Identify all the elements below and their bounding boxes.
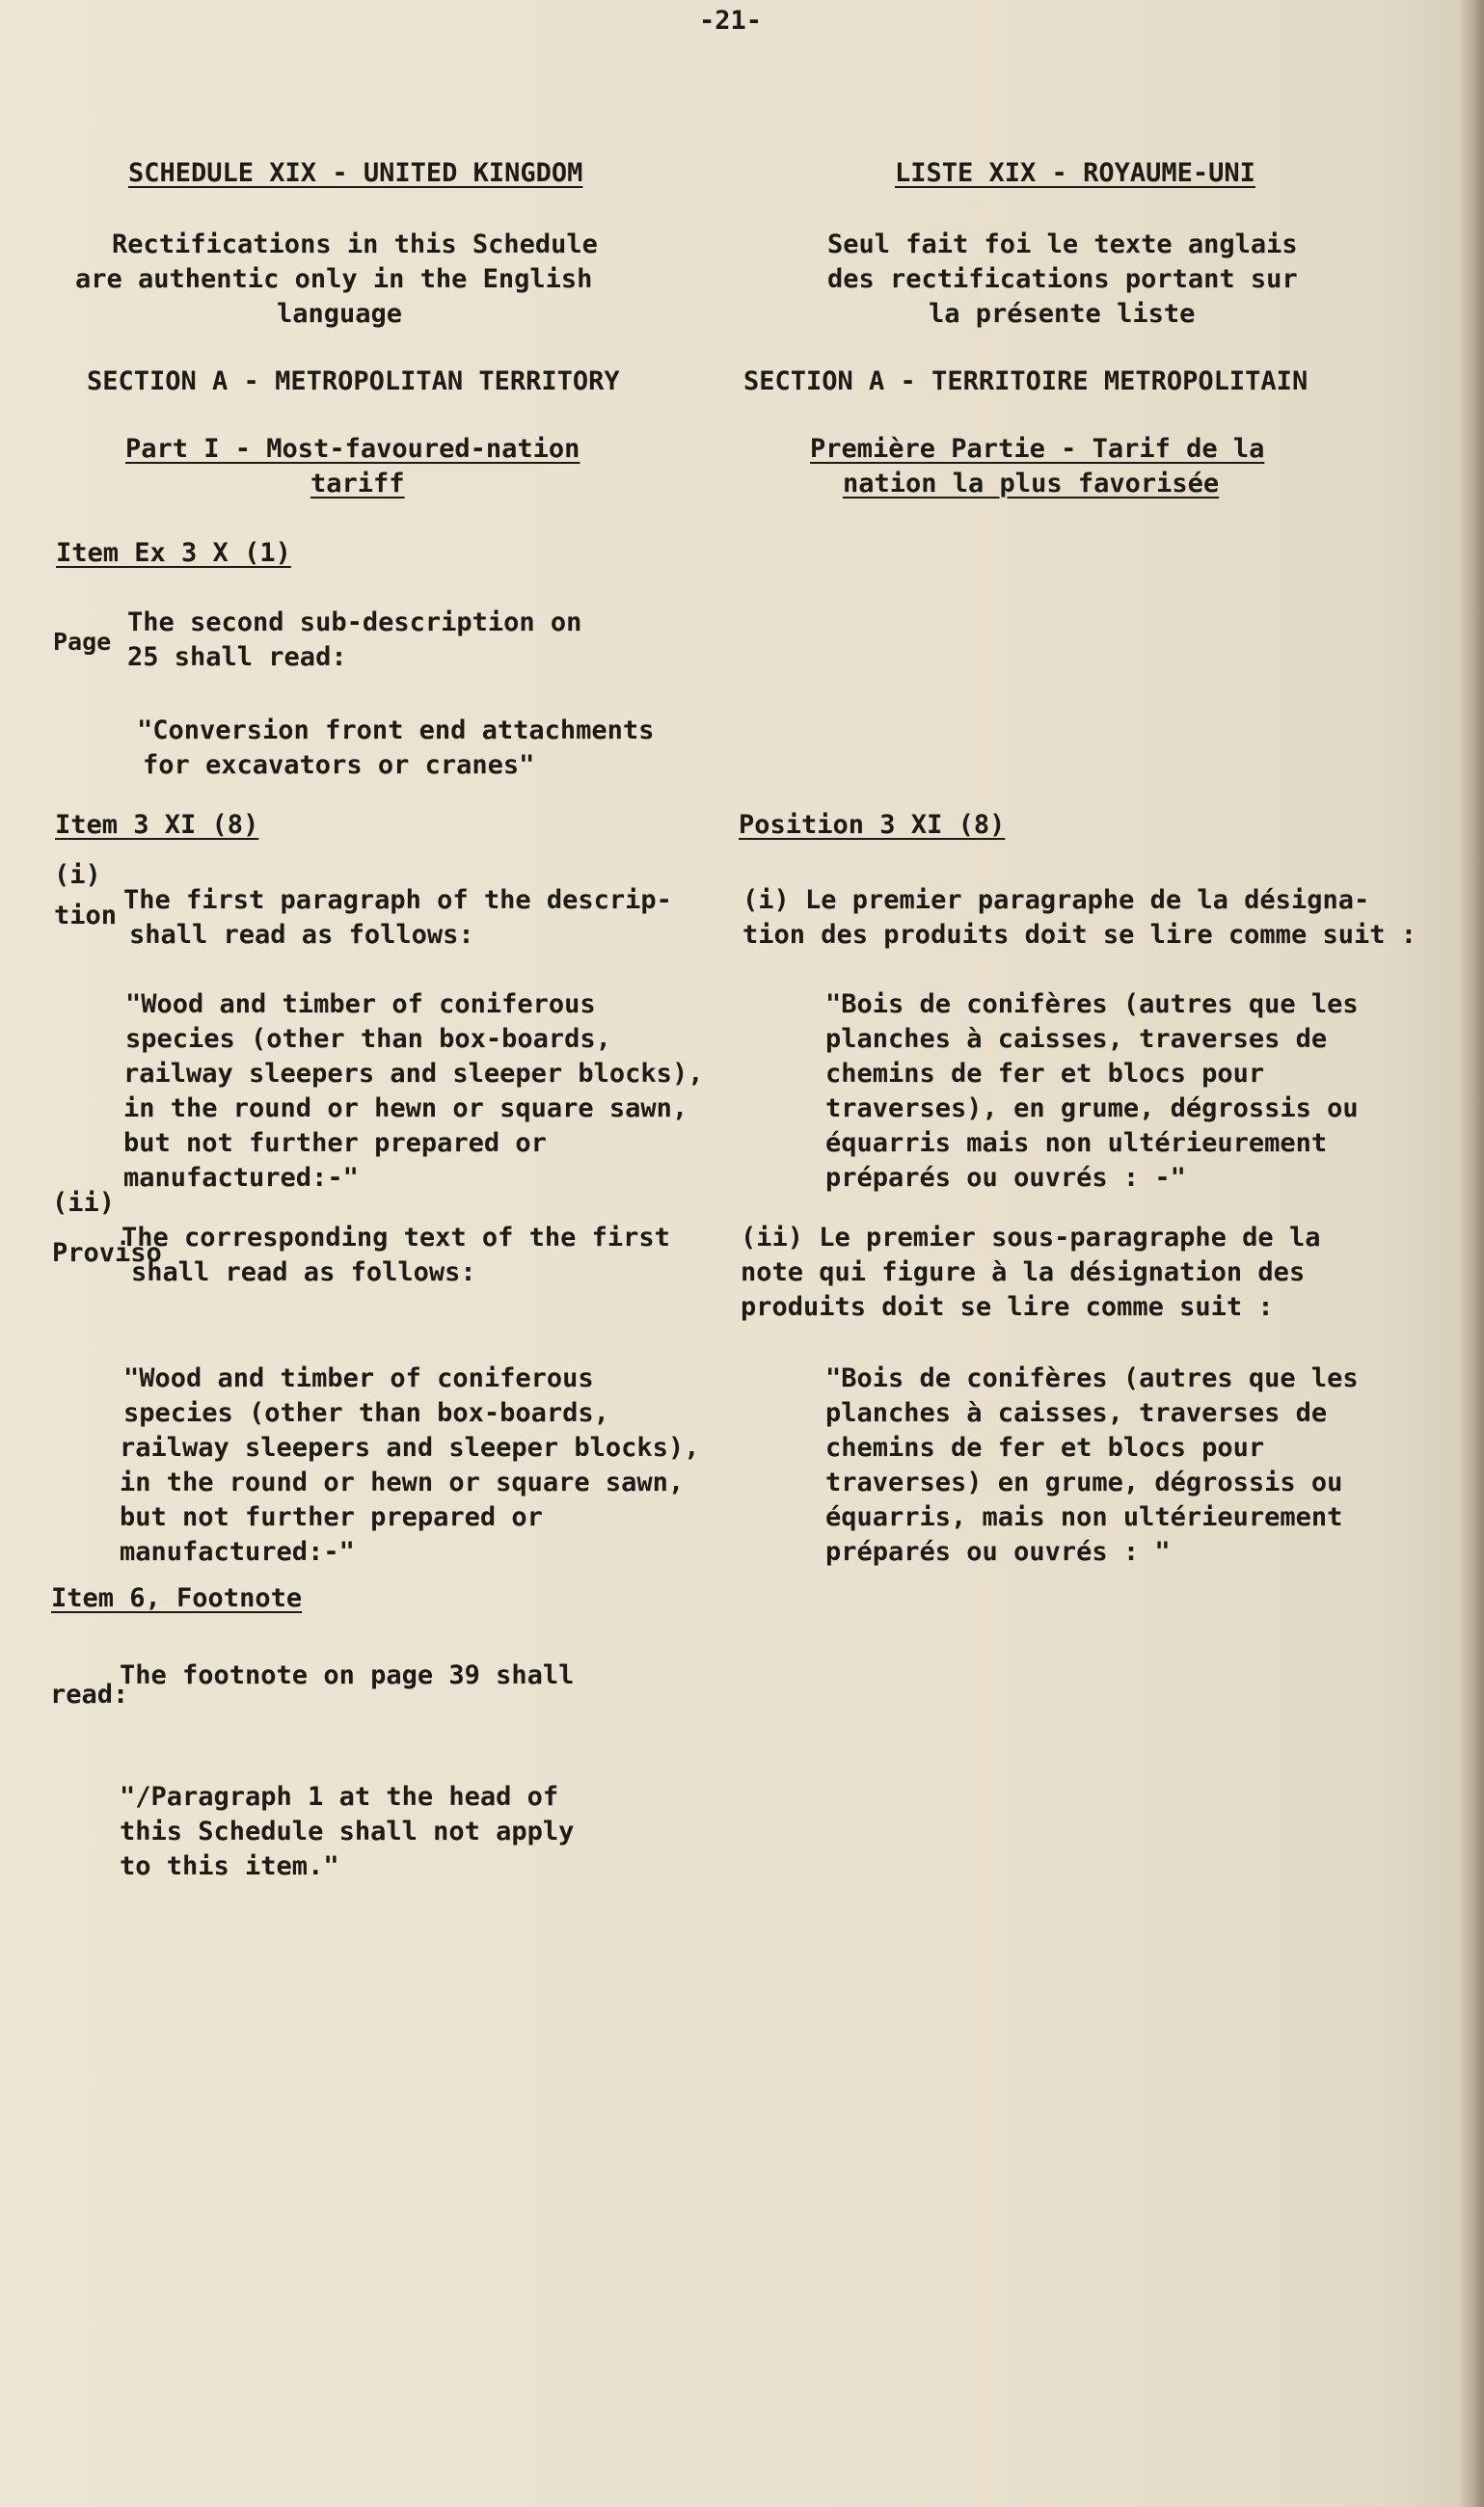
schedule-heading-en: SCHEDULE XIX - UNITED KINGDOM (128, 158, 583, 188)
section-heading-en: SECTION A - METROPOLITAN TERRITORY (87, 366, 620, 396)
item-1-line-1: The second sub-description on (127, 607, 582, 637)
item-2-sub-1-line-1: The first paragraph of the descrip- (123, 885, 672, 915)
item-1-quote-line-1: "Conversion front end attachments (137, 715, 655, 745)
position-quote-1-line-4: traverses), en grume, dégrossis ou (825, 1093, 1359, 1123)
item-3-xi-8-title: Item 3 XI (8) (55, 810, 259, 840)
item-2-quote-2-line-5: but not further prepared or (120, 1502, 543, 1532)
page-binding-shadow (1459, 0, 1484, 2507)
item-2-quote-1-line-1: "Wood and timber of coniferous (125, 989, 596, 1019)
item-3-quote-line-2: this Schedule shall not apply (120, 1817, 575, 1847)
position-sub-2-line-3: produits doit se lire comme suit : (741, 1292, 1274, 1322)
position-sub-2-line-2: note qui figure à la désignation des (741, 1257, 1306, 1287)
item-2-quote-2-line-4: in the round or hewn or square sawn, (120, 1468, 685, 1497)
item-ex-3-x-1-title: Item Ex 3 X (1) (56, 538, 291, 568)
schedule-heading-fr: LISTE XIX - ROYAUME-UNI (895, 158, 1255, 188)
part-heading-line-2-en: tariff (310, 469, 405, 499)
item-2-sub-1-margin: tion (54, 901, 118, 930)
item-3-quote-line-1: "/Paragraph 1 at the head of (120, 1782, 559, 1812)
item-2-sub-2-line-1: The corresponding text of the first (121, 1223, 670, 1253)
item-2-sub-2-margin: Proviso (52, 1238, 162, 1268)
item-2-quote-1-line-2: species (other than box-boards, (125, 1024, 611, 1054)
item-1-margin-page: Page (53, 628, 112, 656)
intro-line-1-fr: Seul fait foi le texte anglais (827, 229, 1298, 259)
intro-line-1-en: Rectifications in this Schedule (112, 229, 598, 259)
intro-line-2-en: are authentic only in the English (75, 264, 593, 294)
position-quote-1-line-5: équarris mais non ultérieurement (825, 1128, 1328, 1158)
position-quote-1-line-1: "Bois de conifères (autres que les (825, 989, 1359, 1019)
item-2-quote-1-line-4: in the round or hewn or square sawn, (123, 1093, 688, 1123)
item-2-quote-1-line-6: manufactured:-" (123, 1163, 359, 1193)
intro-line-2-fr: des rectifications portant sur (827, 264, 1298, 294)
section-heading-fr: SECTION A - TERRITOIRE METROPOLITAIN (743, 366, 1309, 396)
item-3-line: The footnote on page 39 shall (120, 1660, 575, 1690)
part-heading-line-1-fr: Première Partie - Tarif de la (810, 434, 1265, 464)
position-3-xi-8-title: Position 3 XI (8) (739, 810, 1006, 840)
item-2-sub-2-marker: (ii) (52, 1188, 116, 1218)
item-6-footnote-title: Item 6, Footnote (51, 1583, 303, 1613)
position-quote-2-line-2: planches à caisses, traverses de (825, 1398, 1328, 1428)
position-quote-2-line-1: "Bois de conifères (autres que les (825, 1363, 1359, 1393)
item-2-quote-2-line-6: manufactured:-" (120, 1537, 355, 1567)
position-quote-2-line-4: traverses) en grume, dégrossis ou (825, 1468, 1343, 1497)
position-quote-1-line-2: planches à caisses, traverses de (825, 1024, 1328, 1054)
part-heading-line-2-fr: nation la plus favorisée (843, 469, 1220, 499)
item-2-quote-2-line-3: railway sleepers and sleeper blocks), (120, 1433, 700, 1463)
page-number: -21- (699, 6, 763, 36)
intro-line-3-en: language (277, 299, 403, 329)
item-2-sub-2-line-2: shall read as follows: (131, 1257, 476, 1287)
position-quote-2-line-6: préparés ou ouvrés : " (825, 1537, 1171, 1567)
position-sub-2-line-1: (ii) Le premier sous-paragraphe de la (741, 1223, 1321, 1253)
position-quote-2-line-5: équarris, mais non ultérieurement (825, 1502, 1343, 1532)
item-2-quote-1-line-3: railway sleepers and sleeper blocks), (123, 1059, 704, 1089)
item-2-quote-1-line-5: but not further prepared or (123, 1128, 547, 1158)
position-quote-2-line-3: chemins de fer et blocs pour (825, 1433, 1265, 1463)
part-heading-line-1-en: Part I - Most-favoured-nation (125, 434, 580, 464)
position-sub-1-line-2: tion des produits doit se lire comme suit : (742, 920, 1417, 950)
item-1-line-2: 25 shall read: (127, 642, 347, 672)
item-3-margin-read: read: (50, 1680, 129, 1710)
item-2-quote-2-line-1: "Wood and timber of coniferous (123, 1363, 594, 1393)
position-quote-1-line-3: chemins de fer et blocs pour (825, 1059, 1265, 1089)
item-2-sub-1-marker: (i) (54, 860, 101, 890)
item-3-quote-line-3: to this item." (120, 1851, 339, 1881)
item-1-quote-line-2: for excavators or cranes" (143, 750, 535, 780)
position-quote-1-line-6: préparés ou ouvrés : -" (825, 1163, 1186, 1193)
position-sub-1-line-1: (i) Le premier paragraphe de la désigna- (742, 885, 1370, 915)
item-2-quote-2-line-2: species (other than box-boards, (123, 1398, 609, 1428)
item-2-sub-1-line-2: shall read as follows: (129, 920, 474, 950)
intro-line-3-fr: la présente liste (929, 299, 1196, 329)
